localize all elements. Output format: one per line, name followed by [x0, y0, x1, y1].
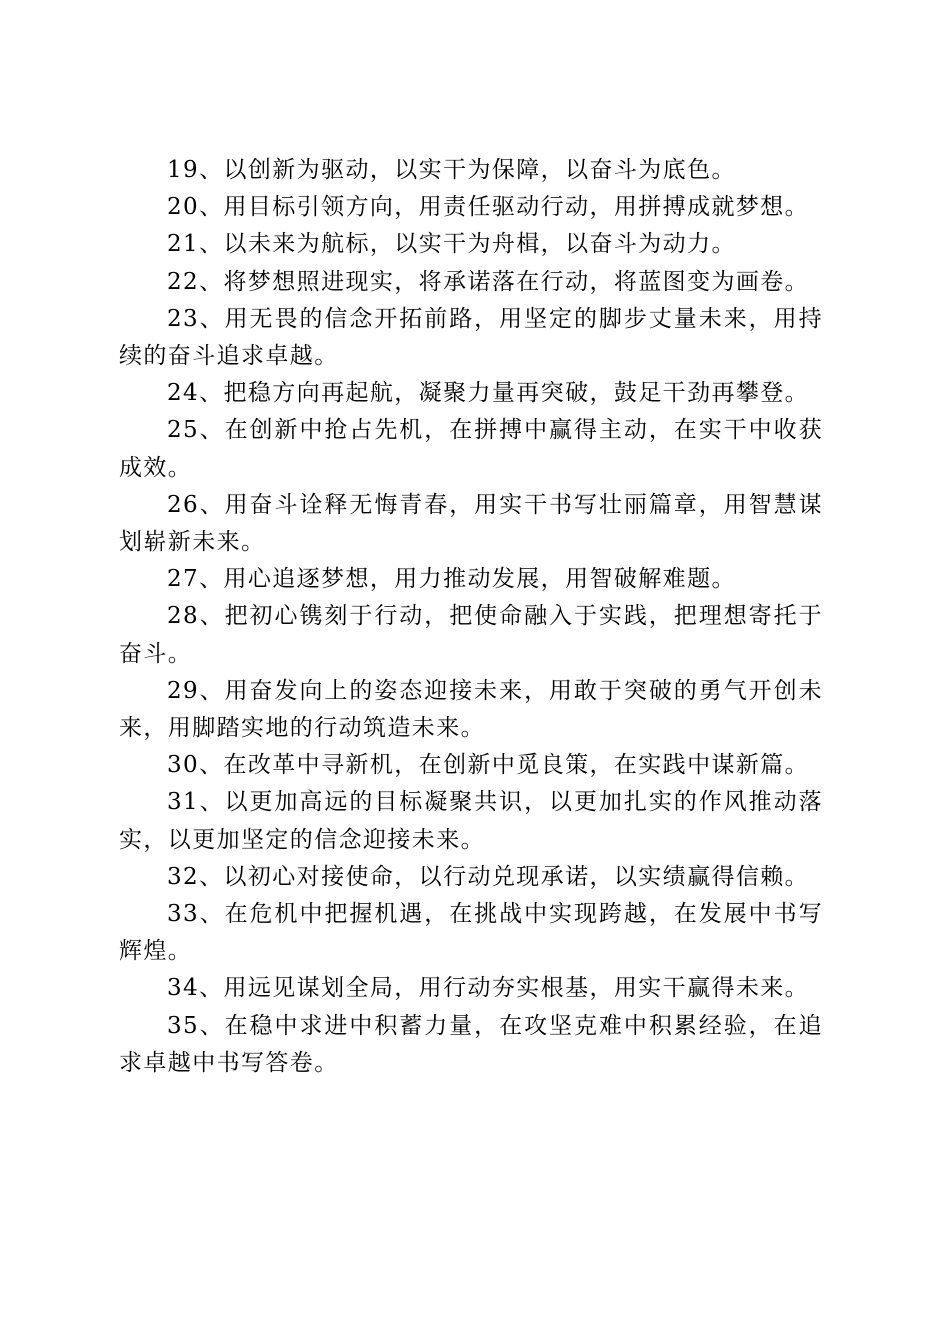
paragraph-25: 25、在创新中抢占先机，在拼搏中赢得主动，在实干中收获成效。	[119, 417, 823, 481]
paragraph-33: 33、在危机中把握机遇，在挑战中实现跨越，在发展中书写辉煌。	[119, 901, 823, 965]
document-body	[119, 152, 823, 1082]
paragraph-20: 20、用目标引领方向，用责任驱动行动，用拼搏成就梦想。	[167, 194, 810, 221]
paragraph-19: 19、以创新为驱动，以实干为保障，以奋斗为底色。	[167, 157, 736, 183]
paragraph-35: 35、在稳中求进中积蓄力量，在攻坚克难中积累经验，在追求卓越中书写答卷。	[119, 1012, 823, 1076]
paragraph-32: 32、以初心对接使命，以行动兑现承诺，以实绩赢得信赖。	[167, 863, 810, 890]
paragraph-27: 27、用心追逐梦想，用力推动发展，用智破解难题。	[167, 566, 736, 593]
paragraph-22: 22、将梦想照进现实，将承诺落在行动，将蓝图变为画卷。	[167, 268, 810, 295]
paragraph-30: 30、在改革中寻新机，在创新中觅良策，在实践中谋新篇。	[167, 752, 810, 779]
paragraph-31: 31、以更加高远的目标凝聚共识，以更加扎实的作风推动落实，以更加坚定的信念迎接未来。	[119, 789, 823, 853]
paragraph-23: 23、用无畏的信念开拓前路，用坚定的脚步丈量未来，用持续的奋斗追求卓越。	[119, 305, 823, 370]
paragraph-26: 26、用奋斗诠释无悔青春，用实干书写壮丽篇章，用智慧谋划崭新未来。	[119, 491, 823, 556]
paragraph-24: 24、把稳方向再起航，凝聚力量再突破，鼓足干劲再攀登。	[167, 380, 810, 407]
paragraph-29: 29、用奋发向上的姿态迎接未来，用敢于突破的勇气开创未来，用脚踏实地的行动筑造未来。	[119, 677, 823, 742]
paragraph-28: 28、把初心镌刻于行动，把使命融入于实践，把理想寄托于奋斗。	[119, 603, 823, 667]
paragraph-34: 34、用远见谋划全局，用行动夯实根基，用实干赢得未来。	[167, 975, 810, 1002]
paragraph-21: 21、以未来为航标，以实干为舟楫，以奋斗为动力。	[167, 231, 736, 258]
